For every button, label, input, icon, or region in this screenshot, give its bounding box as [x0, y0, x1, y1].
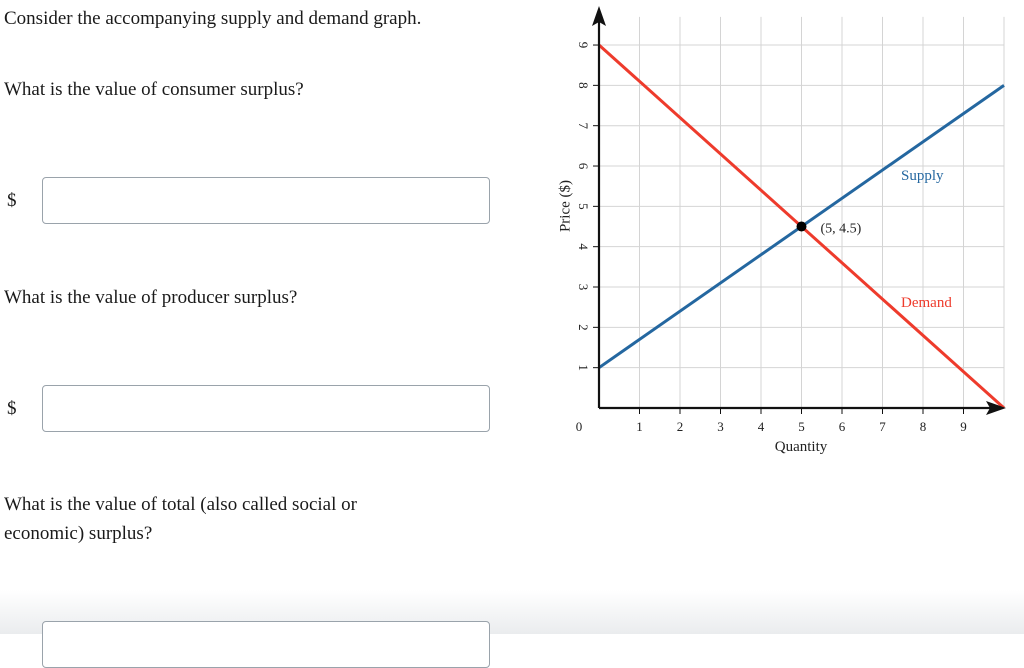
x-tick-label: 3 — [717, 419, 724, 434]
total-surplus-input[interactable] — [42, 621, 490, 668]
x-tick-label: 6 — [838, 419, 846, 434]
question-total-surplus: What is the value of total (also called social or economic) surplus? — [4, 494, 357, 544]
currency-symbol: $ — [7, 190, 17, 211]
y-axis-title: Price ($) — [557, 179, 574, 233]
x-tick-label: 8 — [919, 419, 927, 434]
question-producer-surplus: What is the value of producer surplus? — [4, 287, 298, 308]
x-tick-label: 5 — [798, 419, 805, 434]
x-tick-label: 9 — [960, 419, 967, 434]
x-tick-label: 4 — [757, 419, 765, 434]
x-tick-label: 7 — [879, 419, 886, 434]
demand-label: Demand — [901, 295, 952, 311]
x-tick-label: 0 — [575, 419, 583, 434]
y-tick-label: 6 — [576, 162, 592, 170]
equilibrium-label: (5, 4.5) — [820, 221, 862, 237]
x-tick-label: 1 — [636, 419, 643, 434]
y-tick-label: 7 — [576, 122, 592, 129]
supply-label: Supply — [901, 168, 944, 184]
y-tick-label: 1 — [576, 364, 592, 371]
y-tick-label: 5 — [576, 203, 592, 210]
currency-symbol: $ — [7, 398, 17, 419]
x-axis-title: Quantity — [774, 439, 828, 455]
y-tick-label: 8 — [576, 82, 592, 89]
y-tick-label: 2 — [576, 324, 592, 331]
chart-labels — [557, 42, 966, 455]
x-tick-label: 2 — [676, 419, 684, 434]
chart-grid — [599, 17, 1004, 408]
y-tick-label: 4 — [576, 243, 592, 250]
question-consumer-surplus: What is the value of consumer surplus? — [4, 79, 304, 100]
equilibrium-point — [797, 222, 807, 232]
y-tick-label: 9 — [576, 41, 592, 49]
question-intro: Consider the accompanying supply and demand graph. — [4, 8, 422, 29]
y-tick-label: 3 — [576, 283, 592, 291]
